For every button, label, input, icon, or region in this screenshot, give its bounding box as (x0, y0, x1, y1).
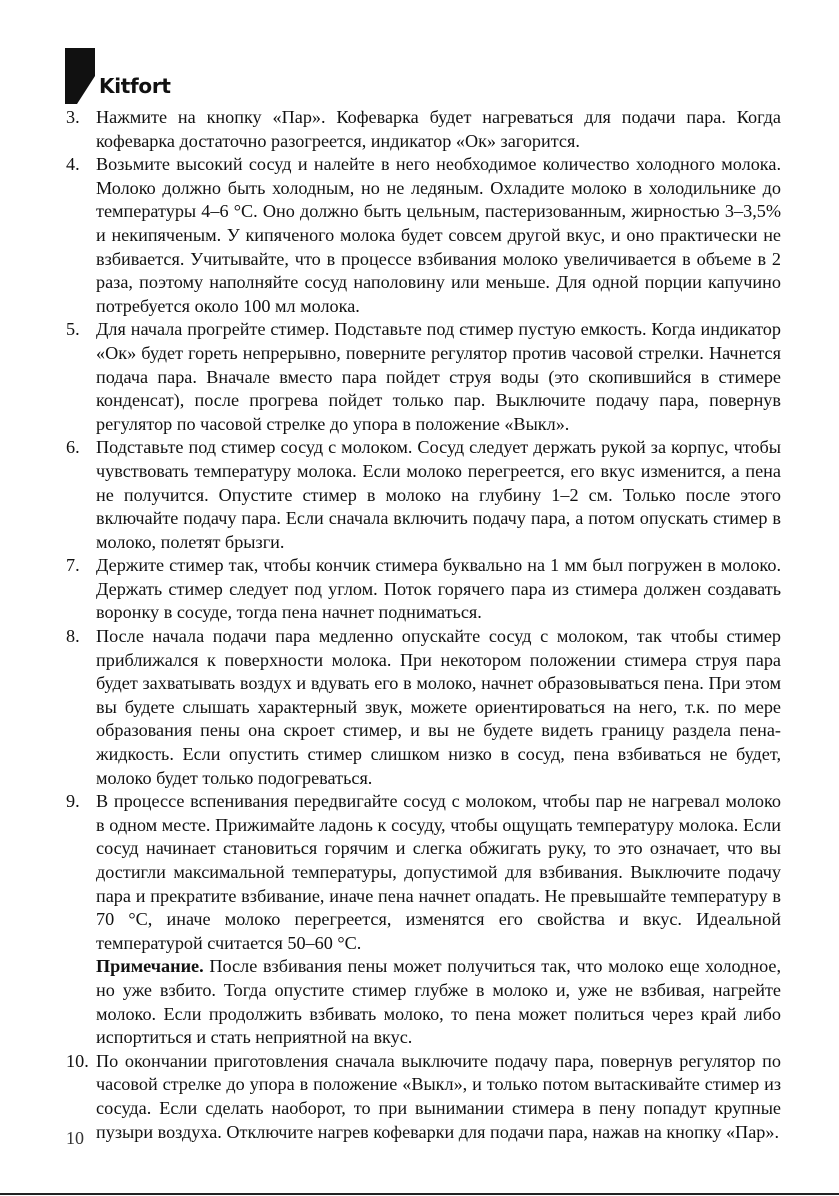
bottom-divider (0, 1193, 839, 1195)
step-number: 7. (66, 555, 80, 576)
step-text: По окончании приготовления сначала выключите подачу пара, повернув регулятор по часовой стрелке до упора в положение «Выкл», и только потом вытаскивайте стимер из сосуда. Если сделать наоборот, то при вынимании стимера в пену попадут крупные пузыри воздуха. Отключите нагрев кофеварки для подачи пара, нажав на кнопку «Пар». (96, 1050, 781, 1142)
step-text: В процессе вспенивания передвигайте сосуд с молоком, чтобы пар не нагревал молоко в одном месте. Прижимайте ладонь к сосуду, чтобы ощущать температуру молока. Если сосуд начинает становиться горячим и слегка обжигать руку, то это означает, что вы достигли максимальной температуры, допустимой для взбивания. Выключите подачу пара и прекратите взбивание, иначе пена начнет опадать. Не превышайте температуру в 70 °С, иначе молоко перегреется, изменятся его свойства и вкус. Идеальной температурой считается 50–60 °С. (96, 791, 781, 953)
brand-name: Kitfort (99, 74, 171, 98)
instructions (66, 106, 781, 1144)
steps-list (66, 106, 781, 1144)
page-number: 10 (66, 1128, 84, 1148)
note-label: Примечание. (96, 956, 204, 977)
step-text: Подставьте под стимер сосуд с молоком. Сосуд следует держать рукой за корпус, чтобы чувствовать температуру молока. Если молоко перегреется, его вкус изменится, а пена не получится. Опустите стимер в молоко на глубину 1–2 см. Только после этого включайте подачу пара. Если сначала включить подачу пара, а потом опускать стимер в молоко, полетят брызги. (96, 437, 781, 552)
step-note (96, 955, 781, 1049)
list-item (66, 625, 781, 790)
step-number: 8. (66, 626, 80, 647)
list-item (66, 106, 781, 153)
step-text: Возьмите высокий сосуд и налейте в него необходимое количество холодного молока. Молоко должно быть холодным, но не ледяным. Охладите молоко в холодильнике до температуры 4–6 °С. Оно должно быть цельным, пастеризованным, жирностью 3–3,5% и некипяченым. У кипяченого молока будет совсем другой вкус, и оно практически не взбивается. Учитывайте, что в процессе взбивания молоко увеличивается в объеме в 2 раза, поэтому наполняйте сосуд наполовину или меньше. Для одной порции капучино потребуется около 100 мл молока. (96, 154, 781, 316)
note-text: После взбивания пены может получиться так, что молоко еще холодное, но уже взбито. Тогда опустите стимер глубже в молоко и, уже не взбивая, нагрейте молоко. Если продолжить взбивать молоко, то пена может политься через край либо испортиться и стать неприятной на вкус. (96, 956, 782, 1048)
list-item (66, 436, 781, 554)
list-item (66, 790, 781, 1050)
kitfort-logo-mark-icon (65, 48, 95, 104)
list-item (66, 1050, 781, 1144)
step-text: Держите стимер так, чтобы кончик стимера буквально на 1 мм был погружен в молоко. Держать стимер следует под углом. Поток горячего пара из стимера должен создавать воронку в сосуде, тогда пена начнет подниматься. (96, 555, 781, 623)
step-number: 5. (66, 319, 80, 340)
step-number: 3. (66, 107, 80, 127)
step-text: Для начала прогрейте стимер. Подставьте под стимер пустую емкость. Когда индикатор «Ок» будет гореть непрерывно, поверните регулятор против часовой стрелки. Начнется подача пара. Вначале вместо пара пойдет струя воды (это скопившийся в стимере конденсат), после прогрева пойдет только пар. Выключите подачу пара, повернув регулятор по часовой стрелке до упора в положение «Выкл». (96, 319, 781, 434)
list-item (66, 554, 781, 625)
step-number: 4. (66, 154, 80, 175)
step-text: После начала подачи пара медленно опускайте сосуд с молоком, так чтобы стимер приближался к поверхности молока. При некотором положении стимера струя пара будет захватывать воздух и вдувать его в молоко, начнет образовываться пена. При этом вы будете слышать характерный звук, можете ориентироваться на него, т.к. по мере образования пены она скроет стимер, и вы не будете видеть границу раздела пена-жидкость. Если опустить стимер слишком низко в сосуд, пена взбиваться не будет, молоко будет только подогреваться. (96, 626, 781, 788)
step-text: Нажмите на кнопку «Пар». Кофеварка будет нагреваться для подачи пара. Когда кофеварка достаточно разогреется, индикатор «Ок» загорится. (96, 107, 781, 151)
step-number: 10. (66, 1050, 89, 1071)
step-number: 9. (66, 791, 80, 812)
list-item (66, 153, 781, 318)
step-number: 6. (66, 437, 80, 458)
list-item (66, 318, 781, 436)
